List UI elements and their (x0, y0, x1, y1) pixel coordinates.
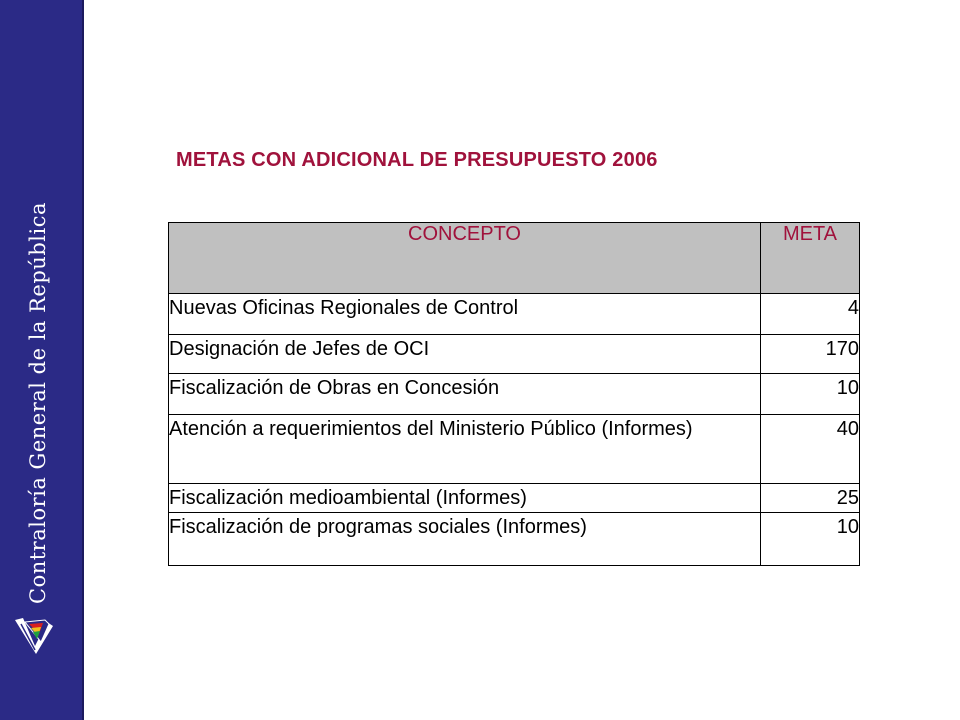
meta-cell: 4 (761, 294, 860, 335)
table-row (169, 484, 860, 513)
header-meta: META (761, 223, 860, 294)
contraloria-shield-logo-icon (11, 612, 57, 658)
concepto-cell: Fiscalización de Obras en Concesión (169, 374, 761, 415)
goals-table (168, 222, 860, 566)
table-header-row (169, 223, 860, 294)
organization-name: Contraloría General de la República (26, 202, 50, 604)
table-row (169, 415, 860, 484)
concepto-cell: Nuevas Oficinas Regionales de Control (169, 294, 761, 335)
table-row (169, 513, 860, 566)
page-title: METAS CON ADICIONAL DE PRESUPUESTO 2006 (176, 149, 658, 171)
meta-cell: 10 (761, 513, 860, 566)
table-row (169, 335, 860, 374)
concepto-cell: Atención a requerimientos del Ministerio Público (Informes) (169, 415, 761, 484)
concepto-cell: Designación de Jefes de OCI (169, 335, 761, 374)
concepto-cell: Fiscalización medioambiental (Informes) (169, 484, 761, 513)
meta-cell: 40 (761, 415, 860, 484)
table-row (169, 374, 860, 415)
meta-cell: 170 (761, 335, 860, 374)
table-row (169, 294, 860, 335)
meta-cell: 10 (761, 374, 860, 415)
sidebar (0, 0, 84, 720)
concepto-cell: Fiscalización de programas sociales (Informes) (169, 513, 761, 566)
meta-cell: 25 (761, 484, 860, 513)
header-concepto: CONCEPTO (169, 223, 761, 294)
